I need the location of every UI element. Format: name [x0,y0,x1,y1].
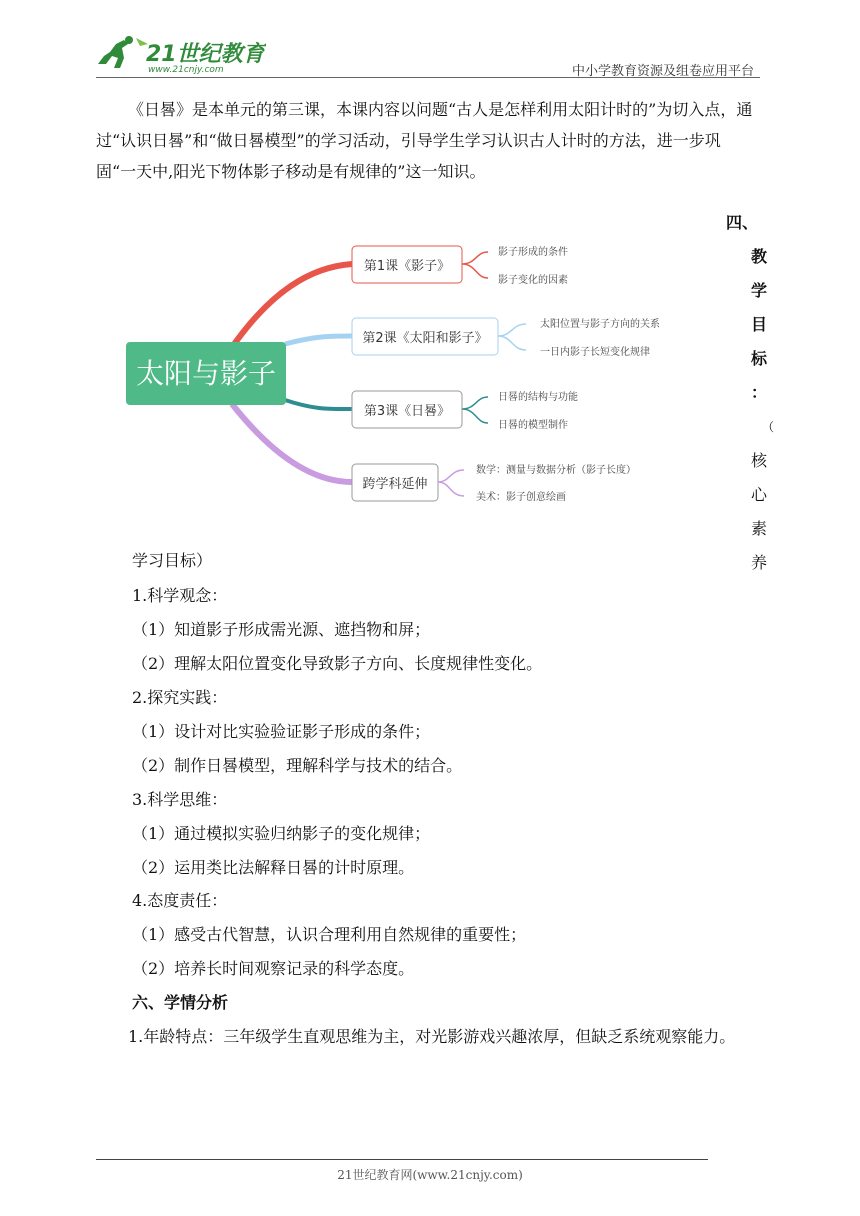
page-header [96,30,760,80]
text-line: （2）运用类比法解释日晷的计时原理。 [132,858,415,877]
side-heading-char: 标 [750,349,767,368]
mindmap-leaf: 影子变化的因素 [498,275,568,286]
mindmap-leaf: 影子形成的条件 [498,247,568,258]
side-heading-char: （ [762,420,775,434]
mindmap-leaf: 一日内影子长短变化规律 [540,347,650,358]
side-heading-char: 养 [750,553,767,572]
side-heading-char: 核 [750,451,767,470]
footer-divider [96,1159,708,1160]
mindmap-branch-4: 跨学科延伸 [362,477,428,492]
text-line: （1）通过模拟实验归纳影子的变化规律； [132,824,431,843]
side-heading-char: 心 [750,485,767,504]
text-line: （2）理解太阳位置变化导致影子方向、长度规律性变化。 [132,654,543,673]
intro-paragraph: 《日晷》是本单元的第三课，本课内容以问题“古人是怎样利用太阳计时的”为切入点，通过“认识日晷”和“做日晷模型”的学习活动，引导学生学习认识古人计时的方法，进一步巩固“一天中,阳光下物体影子移动是有规律的”这一知识。 [96,100,753,181]
mindmap-center: 太阳与影子 [135,357,277,390]
text-line: （2）制作日晷模型，理解科学与技术的结合。 [132,756,463,775]
side-heading-char: 学 [750,281,767,300]
mindmap-leaf: 日晷的结构与功能 [498,392,578,403]
text-line: （1）知道影子形成需光源、遮挡物和屏； [132,620,431,639]
text-line: （1）感受古代智慧，认识合理利用自然规律的重要性； [132,925,527,944]
mindmap-leaf: 太阳位置与影子方向的关系 [540,319,660,330]
text-line: 学习目标） [132,551,213,570]
text-line: 1.科学观念： [132,586,228,605]
side-heading-char: ： [750,383,767,402]
text-line: 3.科学思维： [132,790,228,809]
side-heading [725,206,775,580]
mindmap-leaf: 日晷的模型制作 [498,420,568,431]
mindmap-leaf: 美术：影子创意绘画 [476,492,566,503]
header-divider [96,77,760,78]
site-logo [96,34,266,74]
text-line: 4.态度责任： [132,891,228,910]
side-heading-char: 四、 [725,213,758,232]
mindmap-branch-1: 第1课《影子》 [363,259,451,274]
mindmap-branch-2: 第2课《太阳和影子》 [362,331,488,346]
text-line: 2.探究实践： [132,688,228,707]
svg-text:www.21cnjy.com: www.21cnjy.com [148,65,224,74]
text-line: （1）设计对比实验验证影子形成的条件； [132,722,431,741]
footer-text: 21世纪教育网(www.21cnjy.com) [337,1168,523,1182]
mindmap-branch-3: 第3课《日晷》 [363,404,451,419]
mind-map [120,232,720,522]
svg-text:21世纪教育: 21世纪教育 [146,42,265,67]
header-platform-text: 中小学教育资源及组卷应用平台 [571,64,754,79]
side-heading-char: 目 [750,315,767,334]
final-paragraph: 1.年龄特点：三年级学生直观思维为主，对光影游戏兴趣浓厚，但缺乏系统观察能力。 [128,1027,736,1046]
text-line: （2）培养长时间观察记录的科学态度。 [132,959,415,978]
side-heading-char: 素 [750,519,767,538]
mindmap-leaf: 数学：测量与数据分析（影子长度） [476,465,636,476]
section-heading: 六、学情分析 [132,993,229,1012]
side-heading-char: 教 [750,247,767,266]
